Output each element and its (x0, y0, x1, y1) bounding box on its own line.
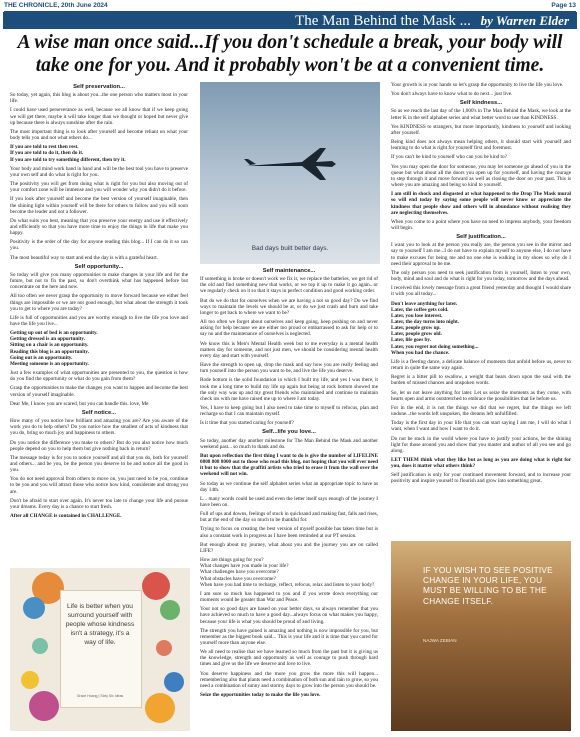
paragraph: Grasp the opportunities to make the changes you want to happen and become the best version of yourself imaginable. (10, 385, 188, 398)
masthead (4, 0, 576, 12)
paragraph: I am still in shock and disgusted at what happened to the Drop The Mask mural so will end today by saying some people will never know or appreciate the kindness that people show and others will in abundance without realising they are neglecting themselves. (391, 191, 571, 216)
photo-caption: Bad days built better days. (251, 245, 329, 252)
paragraph: The most important thing is to look after yourself and become reliant on what your body tells you and not what others do... (10, 128, 188, 142)
paragraph: Trying to focus on creating the best version of myself possible has taken time but is also a constant work in progress as I have been reminded at our PT session. (200, 526, 378, 539)
column-banner (3, 12, 577, 29)
paragraph: Have the strength to open up, drop the mask and say how you are really feeling and turn yourself into the person you want to be, and live the life you deserve. (200, 362, 378, 375)
list-item: Later, people grow up. (391, 325, 441, 332)
paragraph: I could have used perseverance as well, because we all know that if we keep going we will get there, maybe it will take longer than we thought or hoped but never give up because there is always sunshine after the rain. (10, 107, 188, 126)
section-heading: Self preservation... (73, 84, 125, 90)
list-item: Getting up out of bed is an opportunity. (10, 330, 98, 337)
list-item: Don't leave anything for later. (391, 300, 458, 307)
list-item: If you are told to rest then rest. (10, 144, 79, 151)
paragraph: The only person you need to seek justification from is yourself, listen to your own, body, mind and soul and do what is right for you today, tomorrow and the days ahead. (391, 269, 571, 283)
column-title: The Man Behind the Mask ... (295, 13, 471, 29)
paragraph: So today, yet again, this blog is about you...the one person who matters most in your life. (10, 92, 188, 105)
article-column-middle (200, 266, 378, 701)
article-column-right (391, 82, 571, 488)
section-heading: Self justification... (456, 234, 506, 241)
paragraph: We all need to realise that we have learned so much from the past but it is giving us the knowledge, strength and opportunity as well as courage to push through hard times and give us the life we deserve and love to live. (200, 649, 378, 668)
list-item: If you are told to try something different, then try it. (10, 156, 126, 163)
airplane-photo (200, 82, 380, 264)
positive-change-quote-card (391, 541, 571, 731)
paragraph: Self justification is only for your continued movement forward, and to increase your positivity and inspire yourself to flourish and grow into something great. (391, 472, 571, 485)
list-item: What changes have you made in your life? (200, 563, 289, 570)
section-heading: Self kindness... (459, 100, 503, 107)
kindness-quote-card (10, 568, 190, 731)
list-item: Sitting on a chair is an opportunity. (10, 342, 89, 349)
list-item: Later, you regret not doing something... (391, 343, 479, 350)
paragraph: Dear Me, I know you are scared, but you can handle this. love, Me (10, 400, 149, 407)
publication-date: THE CHRONICLE, 20th June 2024 (4, 2, 108, 9)
paragraph: LET THEM think what they like but as long as you are doing what is right for you, does it matter what others think? (391, 456, 571, 470)
paragraph: But upon reflection the first thing I want to do is give the number of LIFELINE 0808 808 8000 out to those who read this blog, not hoping that you will ever need it but to show that the graffiti artists who tried to erase it from the wall over the weekend will not win. (200, 452, 378, 478)
paragraph: Yes you may open the door for someone, you may let someone go ahead of you in the queue but what about all the doors you open up for yourself, and having the courage to step through it and move forward as well as closing the door on your past. This is where you are amazing and being so kind to yourself. (391, 163, 571, 189)
paragraph: Don't be afraid to start over again. It's never too late to change your life and pursue your dreams. Every day is a chance to start fresh. (10, 497, 188, 510)
list-item: Later, the coffee gets cold. (391, 306, 449, 313)
quote-credit: Grace Hoang | Sixty Six Ideas (76, 694, 124, 698)
paragraph: So as we reach the last day of the 1,000's in The Man Behind the Mask, we look at the letter K in the self alphabet series and what better word to use than KINDNESS. (391, 108, 571, 121)
paragraph: Do what suits you best, meaning that you preserve your energy and use it effectively and efficiently so that you have more time to enjoy the things in life that make you happy. (10, 217, 188, 237)
paragraph: The message today is for you to notice yourself and all that you do, both for yourself and others... and be you, be the person you deserve to be and notice all the good in you. (10, 454, 188, 474)
list-item: Meeting someone is an opportunity. (10, 360, 89, 367)
paragraph: The positivity you will get from doing what is right for you but also moving out of your comfort zone will be immense and you will wonder why you didn't do it before. (10, 181, 188, 194)
paragraph: You deserve happiness and the more you grow the more this will happen... remembering also that plants need a combination of both sun and rain to grow, so you need a combination of sunny and stormy days to grow into the person you should be. (200, 670, 379, 689)
list-item: Later, the day turns into night. (391, 319, 459, 325)
paragraph: Regret is a bitter pill to swallow, a weight that bears down upon the soul with the burden of missed chances and unspoken words. (391, 374, 571, 387)
paragraph: I am sure so much has happened to you and if you wrote down everything our moments would be greater than War and Peace. (200, 590, 378, 604)
paragraph: But do we do that for ourselves when we are having a not so good day? Do we find ways to maintain the levels we should be at, or do we just crash and burn and take longer to get back to where we want to be? (200, 297, 378, 316)
section-heading: Self opportunity... (74, 263, 124, 270)
paragraph: Life is full of opportunities and you are worthy enough to live the life you love and have the life you live... (10, 314, 188, 327)
paragraph: All too often we never grasp the opportunity to move forward because we either feel things are impossible or we are not good enough, but what about the strength it took you to get to where you are today? (10, 293, 188, 312)
paragraph: If something is broke or doesn't work we fix it, we replace the batteries, we get rid of the old and find something new that works, or we top it up to make it go again...or we regularly check on it so that it stays in perfect condition and good working order. (200, 276, 378, 295)
section-heading: Self notice... (81, 409, 117, 416)
opportunity-list (10, 330, 188, 367)
paragraph: When you come to a point where you have no need to impress anybody, your freedom will begin. (391, 218, 571, 231)
paragraph: L... many words could be used and even the letter itself says enough of the journey I have been on. (200, 495, 378, 508)
paragraph: Do not be stuck in the world where you have to justify your actions, be the shining light for those around you and show that you master and author of all you see and go along. (391, 435, 571, 454)
question-list (200, 557, 378, 588)
paragraph: You don't always have to know what to do next... just live. (391, 91, 513, 98)
paragraph: Your body and mind work hand in hand and will be the best tool you have to preserve your own self and do what is right for you. (10, 165, 188, 178)
page-number: Page 13 (551, 2, 576, 9)
paragraph: For in the end, it is not the things we did that we regret, but the things we left undone...the words left unspoken, the dreams left unfulfilled. (391, 404, 571, 418)
section-heading: Self maintenance... (262, 268, 316, 274)
paragraph: Full of ups and downs, feelings of stuck in quicksand and making fast, falls and rises, but at the end of the day so much to be thankful for. (200, 511, 378, 524)
list-item: Reading this blog is an opportunity. (10, 348, 89, 355)
paragraph: Positivity is the order of the day for anyone reading this blog... If I can do it so can you. (10, 239, 188, 252)
paragraph: I want you to look at the person you really are, the person you see in the mirror and say to yourself I am me...I do not have to explain myself to anyone else, I do not have to make excuses for being me and no one else is walking in my shoes so why do I need their approval to be me. (391, 242, 571, 267)
paragraph: Your not so good days are based on your better days, so always remember that you have achieved so much to have a good day...always focus on what makes you happy, because your life is what you should be proud of and living. (200, 606, 378, 625)
list-item: If you are told to do it, then do it. (10, 150, 84, 157)
paragraph: But enough about my journey, what about you and the journey you are on called LIFE? (200, 541, 378, 554)
list-item: What obstacles have you overcome? (200, 575, 276, 582)
list-item: When have you had time to recharge, reflect, refocus, relax and listen to your body? (200, 581, 375, 588)
paragraph: Rode bottom is the solid foundation in which I built my life, and yes I was there, it took me a long time to build my life up again but being at rock bottom showed me the only way was up and my great friends who maintained and continue to maintain check ins with me have raised me up to where I am today. (200, 377, 378, 402)
paragraph: If you look after yourself and become the best version of yourself imaginable, then the shining light within yourself will be there for others to follow and you will soon become the leader and not a follower. (10, 196, 188, 215)
paragraph: Life is a fleeting dance, a delicate balance of moments that unfold before us, never to return in quite the same way again. (391, 358, 571, 372)
paragraph: After all CHANGE is contained in CHALLENGE. (10, 513, 122, 520)
paragraph: You do not need approval from others to move on, you just need to be you, continue to be you and you will attract those who notice how kind, considerate and strong you are. (10, 476, 188, 495)
paragraph: Your growth is in your hands so let's grasp the opportunity to live the life you love. (391, 82, 564, 88)
later-list (391, 301, 571, 356)
list-item: When you had the chance. (391, 349, 450, 356)
quote-text: Life is better when you surround yourself with people whose kindness isn't a strategy, it's a way of life. (65, 603, 135, 646)
list-item: What challenges have you overcome? (200, 569, 279, 576)
paragraph: Seize the opportunities today to make the life you love. (200, 692, 321, 699)
quote-author: NAJWA ZEBIAN (423, 638, 457, 643)
paragraph: Do you notice the difference you make to others? But do you also notice how much people depend on you to help them but give nothing back in return? (10, 439, 188, 452)
airplane-icon (242, 144, 338, 184)
paragraph: How many of you notice how brilliant and amazing you are? Are you aware of the work you do to help others? Do you notice how the smallest of acts of kindness that you do, bring so much joy and happiness to others. (10, 418, 188, 437)
paragraph: We know this is Men's Mental Health week but to me everyday is a mental health matters day for someone, and not just men, we should be considering mental health every day and start with yourself. (200, 340, 378, 359)
paragraph: So, let us not leave anything for later. Let us seize the moments as they come, with hearts open and arms outstretched to embrace the possibilities that lie before us. (391, 389, 571, 402)
paragraph: I received this lovely message from a great friend yesterday and thought I would share it with you all today... (391, 285, 571, 298)
paragraph: All too often we forget about ourselves and keep going, keep pushing on and never asking for help because we are either too proud or embarrassed to ask for help or to say no and the maintenance of ourselves is neglected. (200, 319, 378, 338)
list-item: Later, life goes by. (391, 337, 432, 344)
paragraph: The most beautiful way to start and end the day is with a grateful heart. (10, 254, 158, 261)
paragraph: So today will give you many opportunities to make changes in your life and for the future, but not to fix the past, so don't overthink what has happened before but concentrate on the here and now. (10, 271, 188, 291)
page-headline: A wise man once said...If you don't schedule a break, your body will take one for you. And it probably won't be at a convenient time. (17, 32, 563, 76)
paragraph: So today, another day another milestone for The Man Behind the Mask and another weekend past... so much to thank and do. (200, 437, 378, 450)
article-column-left (10, 82, 188, 522)
section-heading: Self...life you love... (262, 429, 316, 436)
paragraph: If you can't be kind to yourself who can you be kind to? (391, 154, 507, 161)
list-item: How are things going for you? (200, 557, 264, 564)
paragraph: So today as we continue the self alphabet series what an appropriate topic to have as day 14th. (200, 480, 378, 493)
paragraph: Yes, I have to keep going but I also need to take time to myself to refocus, plan and recharge so that I can maintain myself. (200, 404, 378, 418)
list-item: Later, you lose interest. (391, 312, 443, 319)
advice-list (10, 144, 188, 162)
paragraph: Is it time that you started caring for yourself? (200, 420, 294, 427)
paragraph: Today is the first day in your life that you can start saying I am me, I will do what I want, when I want and how I want to do it. (391, 420, 571, 433)
paragraph: Just a few examples of what opportunities are presented to you, the question is how do you find the opportunity or what do you gain from them? (10, 370, 188, 383)
paragraph: Being kind does not always mean helping others, it should start with yourself and learning to do what is right for yourself first and foremost. (391, 139, 571, 152)
paragraph: The strength you have gained is amazing and nothing is now impossible for you, but remember as the biggest book said... This is your life and it is time that you cared for yourself more than anyone else. (200, 627, 378, 646)
list-item: Going out is an opportunity. (10, 354, 73, 361)
byline: by Warren Elder (480, 13, 569, 28)
quote-text: IF YOU WISH TO SEE POSITIVE CHANGE IN YOUR LIFE, YOU MUST BE WILLING TO BE THE CHANGE ITSELF. (423, 565, 553, 606)
list-item: Getting dressed is an opportunity. (10, 336, 85, 343)
paragraph: Yes KINDNESS to strangers, but more importantly, kindness to yourself and looking after yourself. (391, 123, 571, 136)
list-item: Later, people grow old. (391, 331, 442, 338)
